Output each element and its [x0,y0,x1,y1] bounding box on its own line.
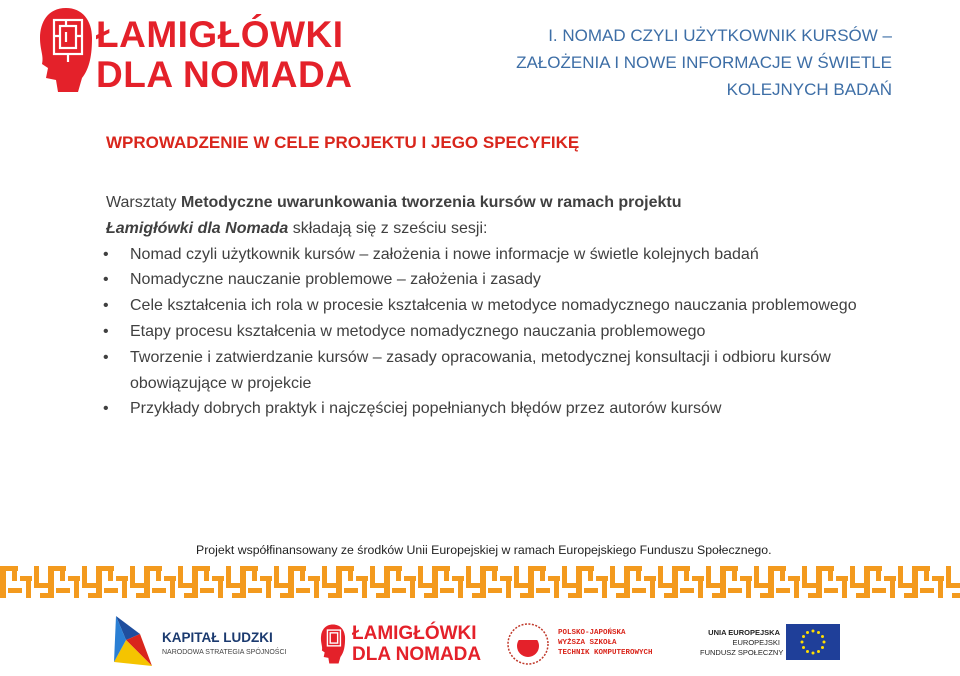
logo-line2: DLA NOMADA [96,54,353,95]
list-item: • Przykłady dobrych praktyk i najczęściej popełnianych błędów przez autorów kursów [106,396,886,422]
maze-head-icon [320,622,346,666]
ue-line3: FUNDUSZ SPOŁECZNY [700,648,784,657]
eu-flag-icon [786,624,840,660]
slide-title-line2: ZAŁOŻENIA I NOWE INFORMACJE W ŚWIETLE [516,53,892,72]
funding-note: Projekt współfinansowany ze środków Unii Europejskiej w ramach Europejskiego Funduszu Społecznego. [196,543,772,557]
slide-title-line3: KOLEJNYCH BADAŃ [726,80,892,99]
intro-project-name: Łamigłówki dla Nomada [106,219,289,237]
intro-paragraph [106,190,886,242]
intro-bold: Metodyczne uwarunkowania tworzenia kursów w ramach projektu [180,194,682,211]
section-heading: WPROWADZENIE W CELE PROJEKTU I JEGO SPECYFIKĘ [106,133,580,152]
slide-title [492,22,892,103]
pjwstk-seal-icon [506,622,550,666]
slide-title-line1: I. NOMAD CZYLI UŻYTKOWNIK KURSÓW – [548,26,892,45]
lamiglowki-logo-small [320,620,490,672]
list-item: • Etapy procesu kształcenia w metodyce nomadycznego nauczania problemowego [106,319,886,345]
lamiglowki-logo [38,6,388,94]
logo-line1: ŁAMIGŁÓWKI [96,14,344,55]
kapital-sub: NARODOWA STRATEGIA SPÓJNOŚCI [162,649,287,656]
sessions-list [106,242,886,423]
list-item: • Nomad czyli użytkownik kursów – założenia i nowe informacje w świetle kolejnych badań [106,242,886,268]
kapital-ludzki-star-icon [110,614,154,668]
kapital-ludzki-logo [110,614,310,672]
decorative-pattern-band [0,566,960,598]
ue-line1: UNIA EUROPEJSKA [708,628,780,637]
pj-line3: TECHNIK KOMPUTEROWYCH [558,649,653,657]
kapital-title: KAPITAŁ LUDZKI [162,630,273,645]
lamig-small-line2: DLA NOMADA [352,644,482,665]
pjwstk-logo [500,620,680,670]
ue-line2: EUROPEJSKI [732,638,780,647]
slide-body [106,190,886,422]
list-item: • Nomadyczne nauczanie problemowe – założenia i zasady [106,267,886,293]
intro-pre: Warsztaty [106,194,181,211]
lamig-small-line1: ŁAMIGŁÓWKI [352,623,477,644]
list-item: • Tworzenie i zatwierdzanie kursów – zasady opracowania, metodycznej konsultacji i odbioru kursów obowiązujące w projekcie [106,345,886,397]
list-item: • Cele kształcenia ich rola w procesie kształcenia w metodyce nomadycznego nauczania problemowego [106,293,886,319]
intro-post: składają się z sześciu sesji: [288,219,488,237]
eu-logo [700,620,940,670]
maze-head-icon [38,6,94,94]
pj-line2: WYŻSZA SZKOŁA [558,639,617,647]
pj-line1: POLSKO-JAPOŃSKA [558,629,626,637]
